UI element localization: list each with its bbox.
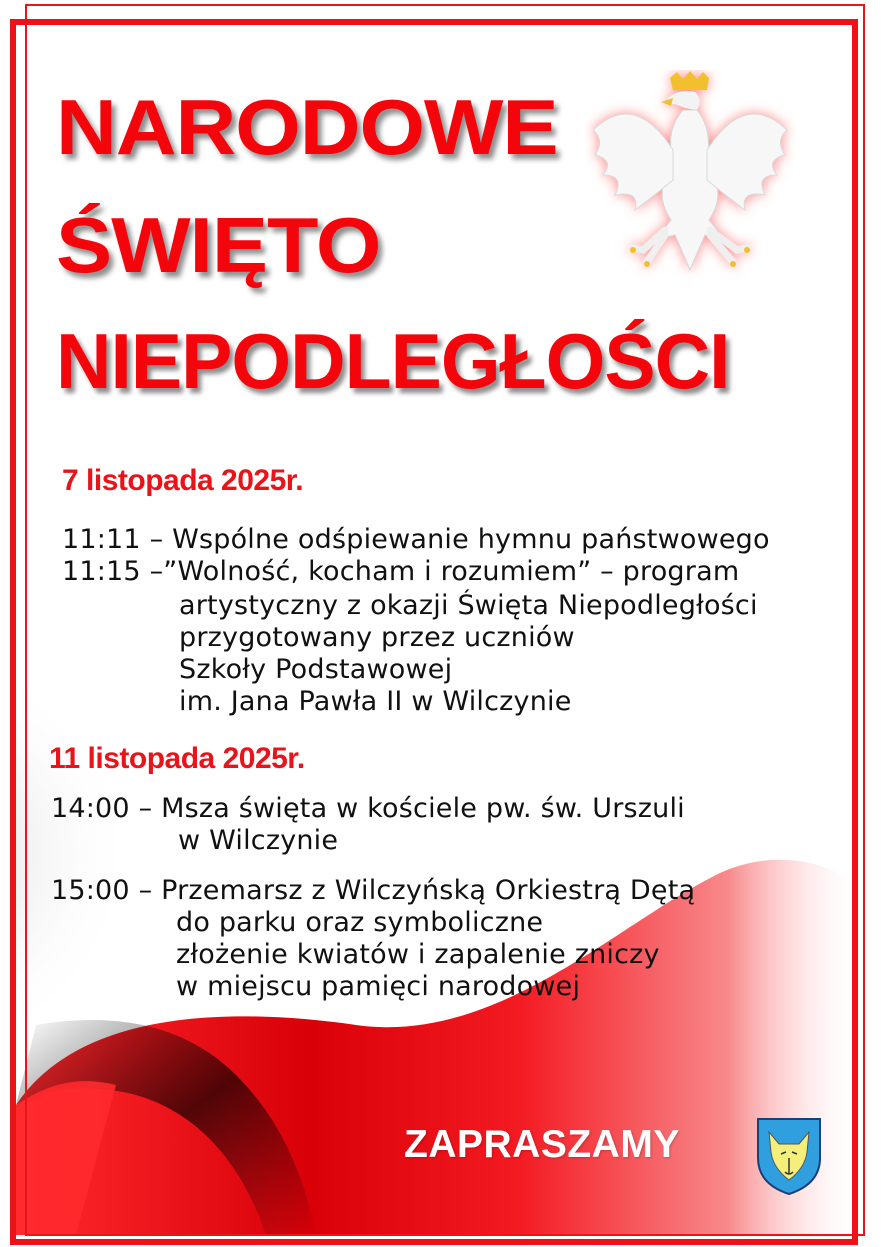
event-line: przygotowany przez uczniów: [179, 622, 575, 653]
date-heading-nov-7: 7 listopada 2025r.: [62, 464, 304, 497]
event-line: 15:00 – Przemarsz z Wilczyńską Orkiestrą Dętą: [51, 875, 696, 906]
title-line-1: NARODOWE: [56, 83, 558, 171]
wolf-coat-of-arms-icon: [755, 1116, 823, 1196]
event-line: złożenie kwiatów i zapalenie zniczy: [176, 939, 660, 970]
white-eagle-icon: [585, 70, 795, 290]
event-line: artystyczny z okazji Święta Niepodległości: [179, 590, 758, 621]
event-line: 11:15 –”Wolność, kocham i rozumiem” – program: [62, 556, 740, 587]
event-line: w miejscu pamięci narodowej: [176, 971, 581, 1002]
event-line: 11:11 – Wspólne odśpiewanie hymnu państwowego: [62, 524, 770, 555]
event-line: im. Jana Pawła II w Wilczynie: [179, 686, 572, 717]
title-line-2: ŚWIĘTO: [56, 201, 381, 289]
event-line: 14:00 – Msza święta w kościele pw. św. Urszuli: [51, 793, 685, 824]
event-line: do parku oraz symboliczne: [176, 907, 544, 938]
title-line-3: NIEPODLEGŁOŚCI: [56, 317, 730, 405]
event-line: Szkoły Podstawowej: [179, 654, 453, 685]
date-heading-nov-11: 11 listopada 2025r.: [49, 742, 305, 775]
invite-text: ZAPRASZAMY: [404, 1123, 680, 1166]
event-line: w Wilczynie: [178, 825, 339, 856]
